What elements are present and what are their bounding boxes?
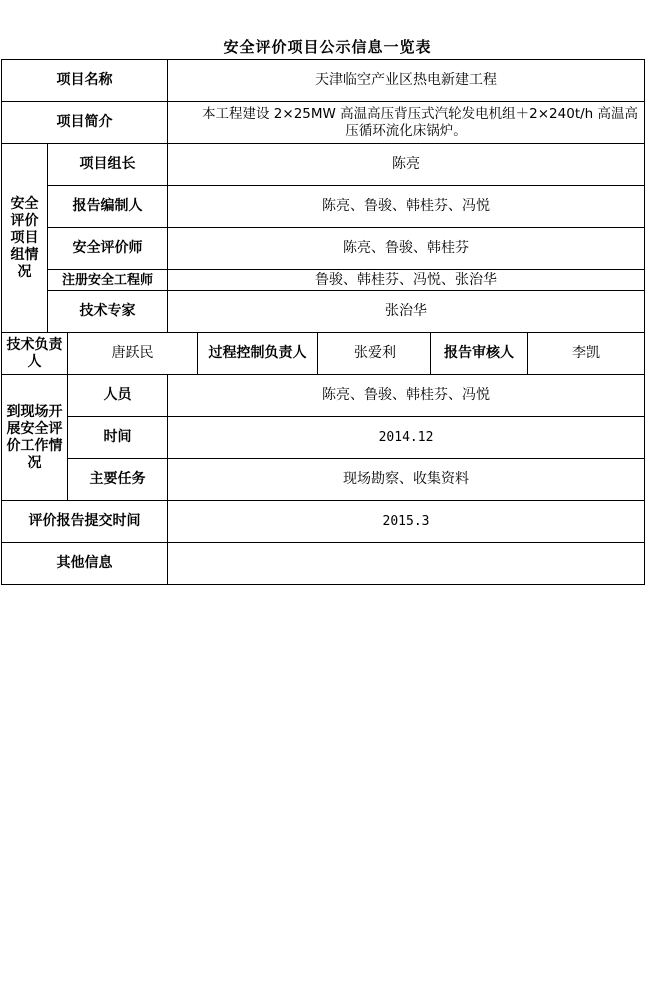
row-evaluators (2, 228, 645, 270)
report-authors-label: 报告编制人 (48, 186, 168, 228)
site-time-label: 时间 (68, 417, 168, 459)
row-safety-engineers (2, 270, 645, 291)
safety-engineers-label: 注册安全工程师 (48, 270, 168, 291)
page-title: 安全评价项目公示信息一览表 (223, 38, 432, 56)
reviewer-value: 李凯 (572, 345, 601, 361)
tech-expert-value: 张治华 (168, 291, 645, 333)
project-name-label: 项目名称 (2, 60, 168, 102)
project-intro-label: 项目简介 (2, 102, 168, 144)
site-group-label (2, 375, 68, 501)
leader-label: 项目组长 (48, 144, 168, 186)
process-lead-label: 过程控制负责人 (198, 333, 318, 375)
info-table (1, 59, 645, 585)
process-lead-reviewer-cell (318, 333, 431, 375)
submit-time-value: 2015.3 (168, 501, 645, 543)
team-group-text: 安全评价项目组情况 (10, 195, 39, 280)
reviewer-inner (431, 333, 644, 374)
project-name-value: 天津临空产业区热电新建工程 (168, 60, 645, 102)
reviewer-label: 报告审核人 (431, 333, 528, 374)
submit-time-label: 评价报告提交时间 (2, 501, 168, 543)
other-value (168, 543, 645, 585)
row-project-name (2, 60, 645, 102)
site-group-text: 到现场开展安全评价工作情况 (6, 403, 63, 471)
safety-engineers-value: 鲁骏、韩桂芬、冯悦、张治华 (168, 270, 645, 291)
row-tech-expert (2, 291, 645, 333)
row-site-tasks (2, 459, 645, 501)
evaluators-value: 陈亮、鲁骏、韩桂芬 (168, 228, 645, 270)
site-tasks-label: 主要任务 (68, 459, 168, 501)
report-authors-value: 陈亮、鲁骏、韩桂芬、冯悦 (168, 186, 645, 228)
row-site-time (2, 417, 645, 459)
leader-value: 陈亮 (168, 144, 645, 186)
site-time-value: 2014.12 (168, 417, 645, 459)
row-responsibles (2, 333, 645, 375)
row-report-authors (2, 186, 645, 228)
evaluators-label: 安全评价师 (48, 228, 168, 270)
row-site-people (2, 375, 645, 417)
site-people-label: 人员 (68, 375, 168, 417)
row-submit-time (2, 501, 645, 543)
row-team-leader (2, 144, 645, 186)
tech-lead-value: 唐跃民 (68, 333, 198, 375)
tech-lead-label: 技术负责人 (2, 333, 68, 375)
row-other (2, 543, 645, 585)
other-label: 其他信息 (2, 543, 168, 585)
site-tasks-value: 现场勘察、收集资料 (168, 459, 645, 501)
process-lead-value: 张爱利 (318, 333, 431, 374)
team-group-label (2, 144, 48, 333)
tech-expert-label: 技术专家 (48, 291, 168, 333)
reviewer-cell (431, 333, 645, 375)
process-reviewer-inner (318, 333, 431, 374)
project-intro-value: 本工程建设 2×25MW 高温高压背压式汽轮发电机组＋2×240t/h 高温高压循环流化床锅炉。 (168, 102, 645, 144)
row-project-intro (2, 102, 645, 144)
site-people-value: 陈亮、鲁骏、韩桂芬、冯悦 (168, 375, 645, 417)
